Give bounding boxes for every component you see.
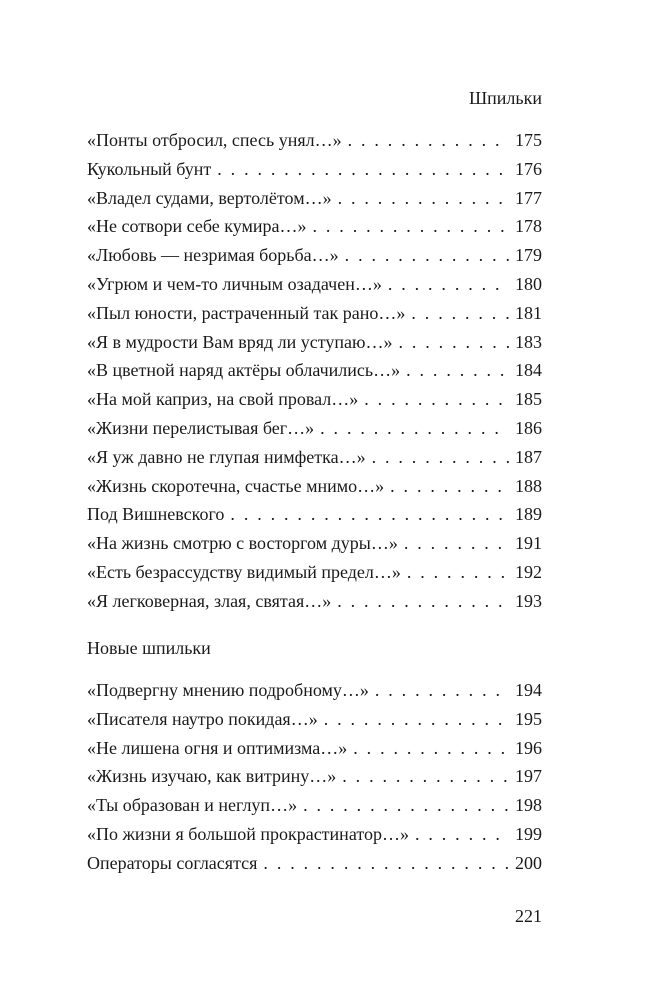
- toc-entry-page: 186: [515, 417, 542, 438]
- toc-entry-title: «Я в мудрости Вам вряд ли уступаю…»: [87, 331, 393, 352]
- toc-entry: [87, 270, 542, 299]
- toc-entry: [87, 155, 542, 184]
- toc-entry-page: 195: [515, 708, 542, 729]
- toc-entry: [87, 472, 542, 501]
- dot-leader: [388, 270, 509, 299]
- dot-leader: [372, 443, 509, 472]
- toc-entry: [87, 126, 542, 155]
- page-number: 221: [515, 906, 542, 926]
- toc-entry-page: 180: [515, 273, 542, 294]
- toc-entry-page: 179: [515, 245, 542, 266]
- toc-entry: [87, 443, 542, 472]
- toc-entry: [87, 184, 542, 213]
- toc-entry: [87, 820, 542, 849]
- toc-entry-title: «Жизнь скоротечна, счастье мнимо…»: [87, 475, 385, 496]
- toc-entry: [87, 762, 542, 791]
- toc-entry-page: 187: [515, 446, 542, 467]
- dot-leader: [364, 385, 509, 414]
- dot-leader: [411, 299, 509, 328]
- toc-entry-title: «Я уж давно не глупая нимфетка…»: [87, 446, 366, 467]
- toc-entry-title: «Подвергну мнению подробному…»: [87, 680, 369, 700]
- dot-leader: [313, 212, 510, 241]
- toc-entry: [87, 849, 542, 878]
- toc-entry-title: «Понты отбросил, спесь унял…»: [87, 130, 342, 150]
- dot-leader: [345, 241, 509, 270]
- toc-entry: [87, 734, 542, 763]
- toc-entry: [87, 241, 542, 270]
- toc-entry-page: 175: [515, 130, 542, 150]
- toc-entry-title: Кукольный бунт: [87, 158, 212, 179]
- toc-entry: [87, 328, 542, 357]
- section-title: Новые шпильки: [87, 638, 211, 658]
- toc-entry-title: «На мой каприз, на свой провал…»: [87, 389, 359, 410]
- toc-entry-page: 198: [515, 795, 542, 816]
- toc-entry: [87, 356, 542, 385]
- dot-leader: [263, 849, 509, 878]
- toc-entry-page: 178: [515, 216, 542, 237]
- dot-leader: [324, 705, 509, 734]
- toc-entry-page: 196: [515, 737, 542, 758]
- toc-entry-title: «Владел судами, вертолётом…»: [87, 187, 332, 208]
- toc-entry-title: «Угрюм и чем-то личным озадачен…»: [87, 273, 382, 294]
- toc-entry-title: «По жизни я большой прокрастинатор…»: [87, 823, 409, 844]
- toc-entry-page: 183: [515, 331, 542, 352]
- toc-entry-page: 199: [515, 823, 542, 844]
- toc-entry-page: 192: [515, 561, 542, 582]
- toc-entry-title: «Я легковерная, злая, святая…»: [87, 590, 332, 611]
- dot-leader: [398, 328, 509, 357]
- toc-entry: [87, 299, 542, 328]
- dot-leader: [342, 762, 509, 791]
- toc-entry-page: 189: [515, 504, 542, 525]
- toc-entry: [87, 676, 542, 705]
- toc-entry-title: «Жизнь изучаю, как витрину…»: [87, 766, 337, 787]
- toc-entry-title: «На жизнь смотрю с восторгом дуры…»: [87, 533, 398, 554]
- toc-entry: [87, 791, 542, 820]
- toc-entry-page: 181: [515, 302, 542, 323]
- dot-leader: [407, 558, 509, 587]
- toc-entry-page: 197: [515, 766, 542, 787]
- toc-entry: [87, 587, 542, 616]
- toc-entry-page: 177: [515, 187, 542, 208]
- dot-leader: [320, 414, 509, 443]
- dot-leader: [337, 587, 509, 616]
- toc-entry-title: Операторы согласятся: [87, 852, 258, 873]
- toc-section-new-shpilki: [87, 676, 542, 878]
- toc-entry: [87, 705, 542, 734]
- toc-entry-page: 193: [515, 590, 542, 611]
- dot-leader: [353, 734, 509, 763]
- dot-leader: [415, 820, 509, 849]
- dot-leader: [390, 472, 509, 501]
- dot-leader: [404, 529, 509, 558]
- running-head: Шпильки: [469, 88, 542, 108]
- toc-entry-page: 176: [515, 158, 542, 179]
- toc-entry-title: «Писателя наутро покидая…»: [87, 708, 318, 729]
- toc-entry-title: «Пыл юности, растраченный так рано…»: [87, 302, 406, 323]
- toc-entry-title: «В цветной наряд актёры облачились…»: [87, 360, 401, 381]
- toc-section-shpilki: [87, 126, 542, 616]
- toc-entry-title: Под Вишневского: [87, 504, 225, 525]
- toc-entry: [87, 414, 542, 443]
- toc-entry-page: 184: [515, 360, 542, 381]
- toc-entry-page: 185: [515, 389, 542, 410]
- dot-leader: [406, 356, 509, 385]
- dot-leader: [230, 500, 509, 529]
- dot-leader: [303, 791, 509, 820]
- dot-leader: [338, 184, 509, 213]
- toc-entry-page: 188: [515, 475, 542, 496]
- dot-leader: [217, 155, 509, 184]
- toc-entry-title: «Любовь — незримая борьба…»: [87, 245, 339, 266]
- toc-entry: [87, 500, 542, 529]
- toc-entry-title: «Жизни перелистывая бег…»: [87, 417, 315, 438]
- toc-entry-page: 200: [515, 852, 542, 873]
- toc-entry: [87, 558, 542, 587]
- toc-entry-title: «Не сотвори себе кумира…»: [87, 216, 307, 237]
- toc-entry: [87, 212, 542, 241]
- toc-entry-title: «Есть безрассудству видимый предел…»: [87, 561, 401, 582]
- toc-entry: [87, 385, 542, 414]
- toc-entry-page: 191: [515, 533, 542, 554]
- dot-leader: [348, 126, 509, 155]
- dot-leader: [375, 676, 509, 705]
- toc-entry-title: «Не лишена огня и оптимизма…»: [87, 737, 348, 758]
- toc-entry: [87, 529, 542, 558]
- toc-entry-page: 194: [515, 680, 542, 700]
- toc-entry-title: «Ты образован и неглуп…»: [87, 795, 298, 816]
